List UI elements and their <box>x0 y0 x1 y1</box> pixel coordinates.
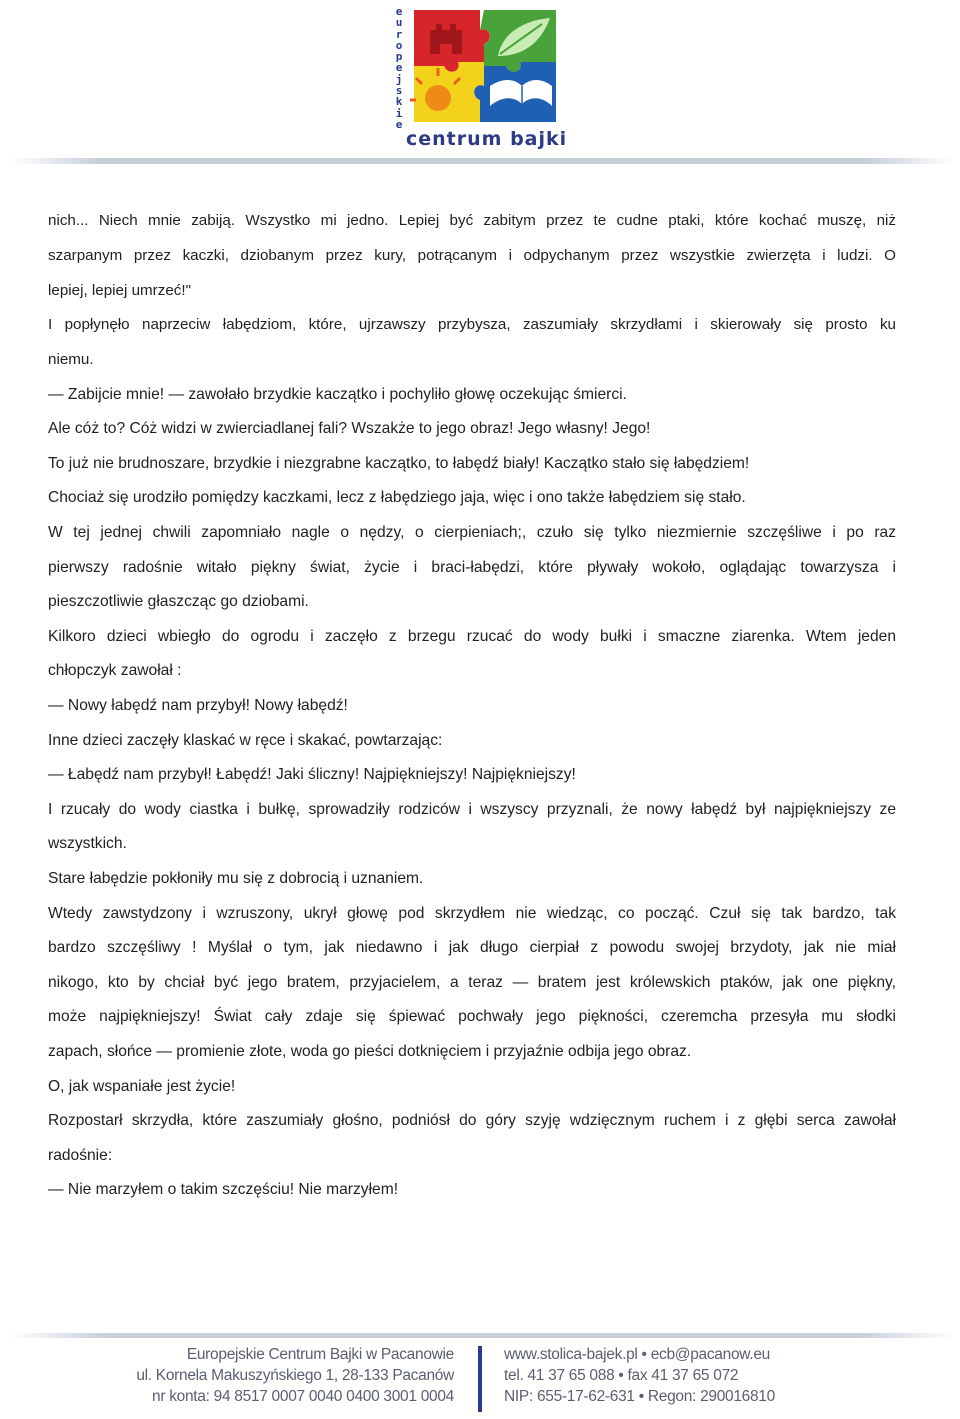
text-line: Wtedy zawstydzony i wzruszony, ukrył głowę pod skrzydłem nie wiedząc, co począć. Czuł się tak bardzo, tak <box>48 905 896 922</box>
text-line: Chociaż się urodziło pomiędzy kaczkami, lecz z łabędziego jaja, więc i ono także łabędziem się stało. <box>48 489 746 506</box>
text-line: — Zabijcie mnie! — zawołało brzydkie kaczątko i pochyliło głowę oczekując śmierci. <box>48 386 627 403</box>
footer-street: ul. Kornela Makuszyńskiego 1, 28-133 Pacanów <box>136 1367 454 1384</box>
text-line: bardzo szczęśliwy ! Myślał o tym, jak niedawno i jak długo cierpiał z powodu swojej brzydoty, jak nie miał <box>48 939 896 956</box>
text-line: pieszczotliwie głaszcząc go dziobami. <box>48 593 309 610</box>
text-line: Stare łabędzie pokłoniły mu się z dobrocią i uznaniem. <box>48 870 424 887</box>
page-footer <box>0 1340 960 1419</box>
puzzle-icon <box>410 6 560 126</box>
text-line: radośnie: <box>48 1147 113 1164</box>
text-line: W tej jednej chwili zapomniało nagle o nędzy, o cierpieniach;, czuło się tylko niezmiernie szczęśliwe i po raz <box>48 524 896 541</box>
text-line: Rozpostarł skrzydła, które zaszumiały głośno, podniósł do góry szyję wdzięcznym ruchem i z głębi serca zawołał <box>48 1112 896 1129</box>
logo-vertical-text: e u r o p e j s k i e <box>395 5 403 131</box>
footer-address <box>136 1344 454 1407</box>
text-line: nich... Niech mnie zabiją. Wszystko mi jedno. Lepiej być zabitym przez te cudne ptaki, które kochać muszę, niż <box>48 212 896 229</box>
footer-web-email: www.stolica-bajek.pl • ecb@pacanow.eu <box>504 1346 770 1363</box>
text-line: Ale cóż to? Cóż widzi w zwierciadlanej fali? Wszakże to jego obraz! Jego własny! Jego! <box>48 420 651 437</box>
page-header <box>0 0 960 170</box>
text-line: szarpanym przez kaczki, dziobanym przez kury, potrącanym i odpychanym przez wszystkie zwierzęta i ludzi. O <box>48 247 896 264</box>
text-line: niemu. <box>48 351 94 368</box>
text-line: I popłynęło naprzeciw łabędziom, które, ujrzawszy przybysza, zaszumiały skrzydłami i skierowały się prosto ku <box>48 316 896 333</box>
text-line: Inne dzieci zaczęły klaskać w ręce i skakać, powtarzając: <box>48 732 443 749</box>
text-line: pierwszy radośnie witało piękny świat, życie i braci-łabędzi, które pływały wokoło, oglądając towarzysza i <box>48 559 896 576</box>
footer-nip-regon: NIP: 655-17-62-631 • Regon: 290016810 <box>504 1388 775 1405</box>
text-line: może najpiękniejszy! Świat cały zdaje się śpiewać pochwały jego piękności, czeremcha przesyła mu słodki <box>48 1008 896 1025</box>
text-line: O, jak wspaniałe jest życie! <box>48 1078 236 1095</box>
text-line: wszystkich. <box>48 835 127 852</box>
footer-account: nr konta: 94 8517 0007 0040 0400 3001 0004 <box>152 1388 454 1405</box>
footer-divider <box>10 1333 955 1338</box>
footer-phone-fax: tel. 41 37 65 088 • fax 41 37 65 072 <box>504 1367 739 1384</box>
text-line: chłopczyk zawołał : <box>48 662 182 679</box>
header-divider <box>10 158 955 164</box>
text-line: lepiej, lepiej umrzeć!" <box>48 282 191 299</box>
text-line: — Nowy łabędź nam przybył! Nowy łabędź! <box>48 697 348 714</box>
text-line: — Łabędź nam przybył! Łabędź! Jaki śliczny! Najpiękniejszy! Najpiękniejszy! <box>48 766 576 783</box>
footer-vertical-bar <box>478 1346 482 1412</box>
text-line: I rzucały do wody ciastka i bułkę, sprowadziły rodziców i wszyscy przyznali, że nowy łabędź był najpiękniejszy ze <box>48 801 896 818</box>
text-line: zapach, słońce — promienie złote, woda go pieści dotknięciem i przyjaźnie odbija jego obraz. <box>48 1043 692 1060</box>
text-line: To już nie brudnoszare, brzydkie i niezgrabne kaczątko, to łabędź biały! Kaczątko stało się łabędziem! <box>48 455 750 472</box>
text-line: nikogo, kto by chciał być jego bratem, przyjacielem, a teraz — bratem jest królewskich ptaków, jak one piękny, <box>48 974 896 991</box>
footer-contact <box>504 1344 775 1407</box>
logo-name-text: centrum bajki <box>406 128 568 150</box>
text-line: Kilkoro dzieci wbiegło do ogrodu i zaczęło z brzegu rzucać do wody bułki i smaczne ziarenka. Wtem jeden <box>48 628 896 645</box>
text-line: — Nie marzyłem o takim szczęściu! Nie marzyłem! <box>48 1181 399 1198</box>
centrum-bajki-logo <box>392 6 568 152</box>
footer-org-name: Europejskie Centrum Bajki w Pacanowie <box>186 1346 454 1363</box>
